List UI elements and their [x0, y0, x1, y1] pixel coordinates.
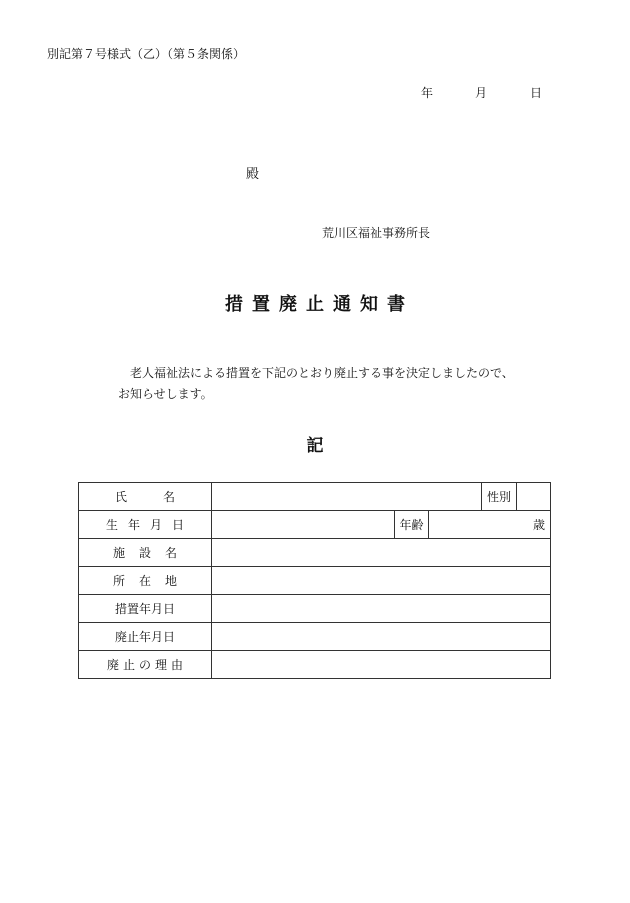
location-label: 所在地 — [79, 567, 212, 595]
facility-value-cell — [212, 539, 551, 567]
table-row — [79, 483, 551, 511]
reason-label: 廃止の理由 — [79, 651, 212, 679]
table-row — [79, 623, 551, 651]
measure-date-label: 措置年月日 — [79, 595, 212, 623]
date-month-label: 月 — [475, 86, 488, 100]
document-title: 措置廃止通知書 — [225, 294, 414, 315]
table-row — [79, 651, 551, 679]
table-row — [79, 595, 551, 623]
body-text-line-1: 老人福祉法による措置を下記のとおり廃止する事を決定しましたので、 — [130, 366, 514, 380]
details-table — [78, 482, 551, 679]
ki-heading: 記 — [306, 436, 324, 456]
location-value-cell — [212, 567, 551, 595]
sex-label: 性別 — [482, 483, 517, 511]
date-year-label: 年 — [421, 86, 434, 100]
sex-value-cell — [517, 483, 551, 511]
table-row — [79, 567, 551, 595]
body-text-line-2: お知らせします。 — [118, 387, 213, 401]
name-label: 氏名 — [79, 483, 212, 511]
reason-value-cell — [212, 651, 551, 679]
birthdate-value-cell — [212, 511, 395, 539]
facility-label: 施設名 — [79, 539, 212, 567]
age-unit-label: 歳 — [429, 511, 551, 539]
date-day-label: 日 — [530, 86, 543, 100]
birthdate-label: 生年月日 — [79, 511, 212, 539]
table-row — [79, 539, 551, 567]
abolition-date-value-cell — [212, 623, 551, 651]
abolition-date-label: 廃止年月日 — [79, 623, 212, 651]
form-number-label: 別記第７号様式（乙）（第５条関係） — [47, 47, 246, 61]
measure-date-value-cell — [212, 595, 551, 623]
addressee-honorific: 殿 — [246, 167, 260, 182]
table-row — [79, 511, 551, 539]
age-label: 年齢 — [395, 511, 429, 539]
issuer-name: 荒川区福祉事務所長 — [322, 226, 431, 240]
name-value-cell — [212, 483, 482, 511]
